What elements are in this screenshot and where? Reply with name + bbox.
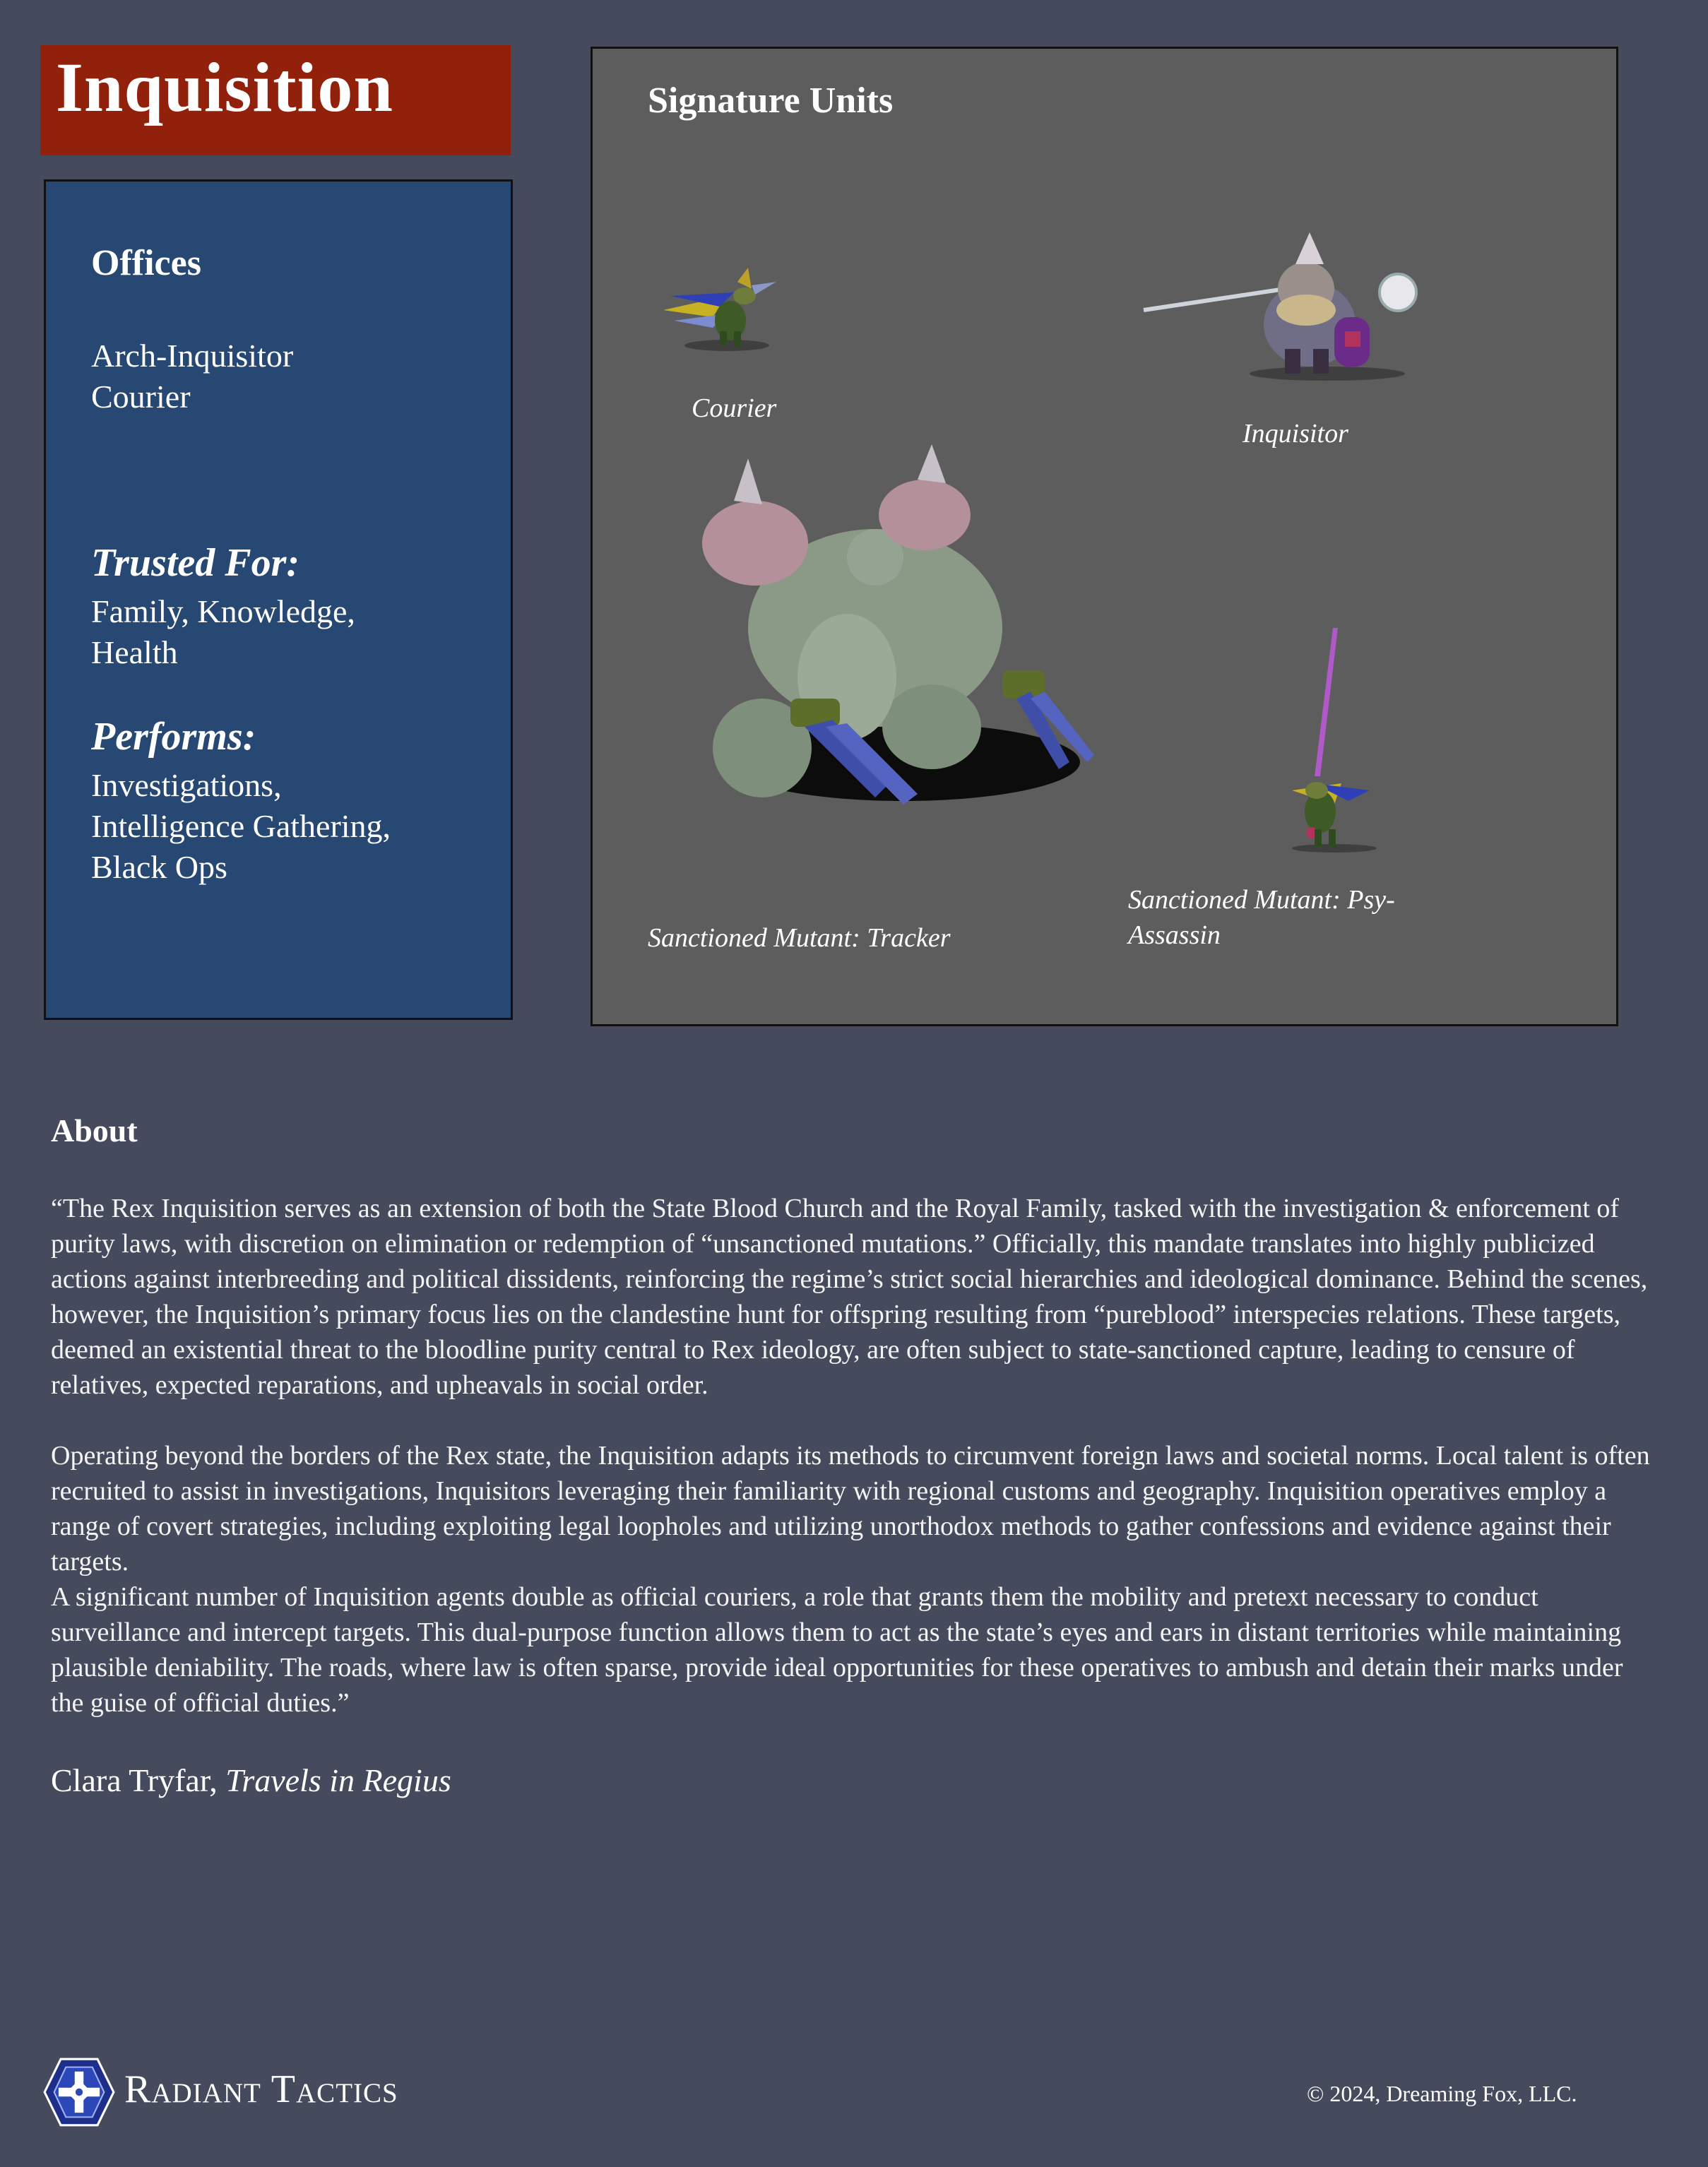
performs-heading: Performs: <box>91 715 256 759</box>
psy-assassin-sprite-icon <box>1271 628 1384 861</box>
performs-line: Black Ops <box>91 849 227 885</box>
about-paragraph: Operating beyond the borders of the Rex state, the Inquisition adapts its methods to circumvent foreign laws and societal norms. Local talent is often recruited to assist in investigations, Inquisitors leveraging their familiarity with regional customs and geography. Inquisition operatives employ a range of covert strategies, including exploiting legal loopholes and utilizing unorthodox methods to gather confessions and evidence against their targets. <box>51 1441 1650 1577</box>
citation-work: Travels in Regius <box>225 1762 451 1798</box>
psy-assassin-label-line: Sanctioned Mutant: Psy- <box>1128 885 1395 915</box>
brand-name: Radiant Tactics <box>124 2067 398 2111</box>
offices-heading: Offices <box>91 243 201 283</box>
courier-sprite-icon <box>649 254 790 360</box>
about-paragraph: “The Rex Inquisition serves as an extension of both the State Blood Church and the Royal Family, tasked with the investigation & enforcement of purity laws, with discretion on elimination or redemption of “unsanctioned mutations.” Officially, this mandate translates into highly publicized actions against interbreeding and political dissidents, reinforcing the regime’s strict social hierarchies and ideological dominance. Behind the scenes, however, the Inquisition’s primary focus lies on the clandestine hunt for offspring resulting from “pureblood” interspecies relations. These targets, deemed an existential threat to the bloodline purity central to Rex ideology, are often subject to state-sanctioned capture, leading to censure of relatives, expected reparations, and upheavals in social order. <box>51 1194 1648 1400</box>
psy-assassin-label <box>1128 882 1395 953</box>
about-paragraph: A significant number of Inquisition agents double as official couriers, a role that grants them the mobility and pretext necessary to conduct surveillance and intercept targets. This dual-purpose function allows them to act as the state’s eyes and ears in distant territories while maintaining plausible deniability. The roads, where law is often sparse, provide ideal opportunities for these operatives to ambush and detain their marks under the guise of official duties.” <box>51 1582 1623 1718</box>
offices-panel <box>44 179 513 1020</box>
performs-line: Intelligence Gathering, <box>91 808 391 844</box>
office-item: Courier <box>91 379 191 415</box>
inquisitor-sprite-icon <box>1137 232 1447 388</box>
performs-line: Investigations, <box>91 767 282 803</box>
trusted-for-heading: Trusted For: <box>91 541 300 585</box>
psy-assassin-label-line: Assassin <box>1128 920 1221 950</box>
title-banner <box>40 45 511 155</box>
copyright: © 2024, Dreaming Fox, LLC. <box>1307 2081 1577 2106</box>
page-title: Inquisition <box>56 48 393 126</box>
tracker-label: Sanctioned Mutant: Tracker <box>648 923 951 953</box>
office-item: Arch-Inquisitor <box>91 338 294 374</box>
signature-units-panel <box>591 47 1618 1026</box>
about-heading: About <box>51 1112 138 1148</box>
signature-units-heading: Signature Units <box>648 81 894 121</box>
trusted-for-line: Health <box>91 634 178 670</box>
trusted-for-line: Family, Knowledge, <box>91 593 355 629</box>
citation-author: Clara Tryfar, <box>51 1762 218 1798</box>
about-body <box>51 1191 1661 1721</box>
tracker-sprite-icon <box>663 444 1129 826</box>
citation <box>51 1762 451 1799</box>
radiant-tactics-logo-icon <box>42 2055 116 2129</box>
courier-label: Courier <box>692 393 777 423</box>
inquisitor-label: Inquisitor <box>1243 419 1348 449</box>
